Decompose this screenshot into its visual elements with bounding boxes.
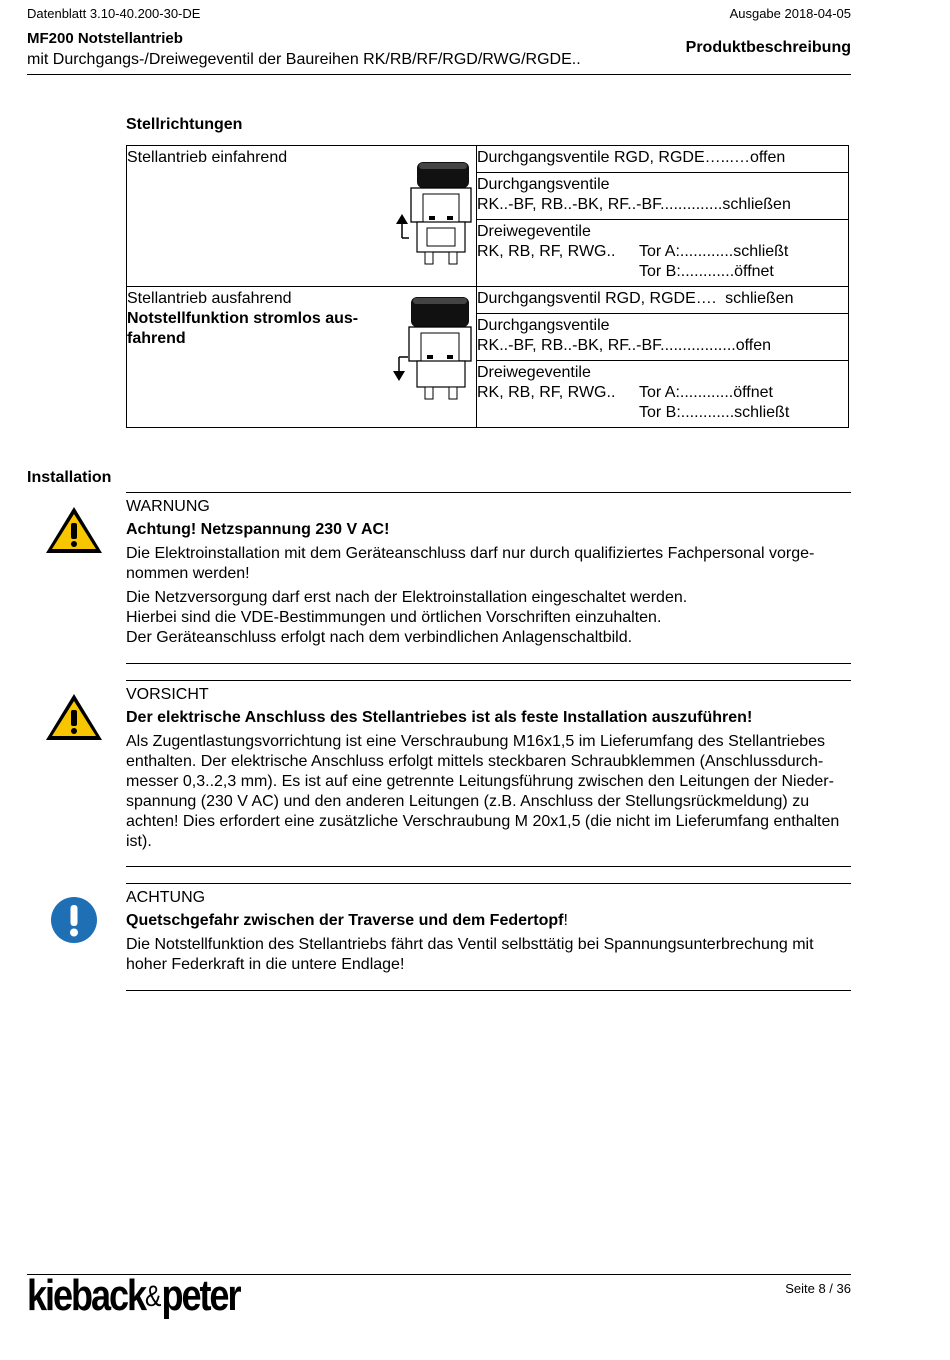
row2-c2-text: RK..-BF, RB..-BK, RF..-BF [477,337,661,354]
row2-cell-dreiwege [477,361,849,428]
section-label: Produktbeschreibung [685,39,851,56]
row2-label-cell [127,287,477,428]
edition-date: Ausgabe 2018-04-05 [729,6,851,21]
achtung-title: ACHTUNG [126,889,206,906]
row2-c2-line1: Durchgangsventile [477,317,610,334]
achtung-block [126,889,851,975]
vorsicht-lead: Der elektrische Anschluss des Stellantriebes ist als feste Installation auszuführen! [126,709,753,726]
warnung-p1: Die Elektroinstallation mit dem Geräteanschluss darf nur durch qualifiziertes Fachpersonal vorge-nommen werden! [126,545,815,582]
row1-cell-durchgang-rk [477,173,849,220]
row1-cell-dreiwege [477,220,849,287]
warning-triangle-icon [44,505,104,555]
vorsicht-title: VORSICHT [126,686,209,703]
arrow-down-icon [392,353,408,383]
row1-c2-line1: Durchgangsventile [477,176,610,193]
achtung-top-rule [126,883,851,884]
row1-c3-tor-b: Tor B:............öffnet [639,263,774,280]
warnung-p2a: Die Netzversorgung darf erst nach der Elektroinstallation eingeschaltet werden. [126,589,688,606]
warnung-p2c: Der Geräteanschluss erfolgt nach dem verbindlichen Anlagenschaltbild. [126,629,633,646]
row2-c1-text: Durchgangsventil RGD, RGDE [477,290,696,307]
stellrichtungen-table [126,145,849,428]
row1-c1-text: Durchgangsventile RGD, RGDE [477,149,705,166]
warnung-lead: Achtung! Netzspannung 230 V AC! [126,521,390,538]
achtung-bottom-rule [126,990,851,991]
doc-title: MF200 Notstellantrieb [27,30,183,47]
vorsicht-p1: Als Zugentlastungsvorrichtung ist eine Verschraubung M16x1,5 im Lieferumfang des Stellantriebes enthalten. Der elektrische Anschluss erfolgt mittels steckbaren Schraubklemmen (Anschlussdurch-messer 0,3..2,3 mm). Es ist auf eine getrennte Leitungsführung zwischen den Leitungen der Nieder-spannung (230 V AC) und den anderen Leitungen (z.B. Anschluss der Stellungsrückmeldung) zu achten! Dies erfordert eine zusätzliche Verschraubung M 20x1,5 (die nicht im Lieferumfang enthalten ist). [126,733,840,850]
row2-c3-tor-b: Tor B:............schließt [639,404,790,421]
row1-c1-value: offen [749,149,786,166]
warnung-top-rule [126,492,851,493]
warnung-bottom-rule [126,663,851,664]
row1-c3-tor-a: Tor A:............schließt [639,243,789,260]
doc-subtitle: mit Durchgangs-/Dreiwegeventil der Baureihen RK/RB/RF/RGD/RWG/RGDE.. [27,51,581,68]
company-logo: kieback&peter [27,1271,240,1320]
arrow-up-icon [395,212,409,242]
stellrichtungen-heading: Stellrichtungen [126,116,243,133]
achtung-p1: Die Notstellfunktion des Stellantriebs fährt das Ventil selbsttätig bei Spannungsunterbrechung mit hoher Federkraft in die untere Endlage! [126,936,814,973]
row2-label-bold: Notstellfunktion stromlos aus-fahrend [127,310,359,347]
actuator-extending-image [395,295,475,401]
row2-c2-dots: ................. [660,337,736,354]
row1-c2-text: RK..-BF, RB..-BK, RF..-BF [477,196,661,213]
row2-c3-text: RK, RB, RF, RWG.. [477,384,616,401]
vorsicht-bottom-rule [126,866,851,867]
row1-c2-dots: .............. [660,196,723,213]
page-number: Seite 8 / 36 [785,1281,851,1296]
warning-triangle-icon [44,692,104,742]
row2-c3-tor-a: Tor A:............öffnet [639,384,773,401]
warnung-title: WARNUNG [126,498,210,515]
row2-c1-value: schließen [725,290,794,307]
vorsicht-top-rule [126,680,851,681]
row2-c1-dots: …. [695,290,726,307]
row1-c2-value: schließen [722,196,791,213]
row2-label: Stellantrieb ausfahrend [127,290,292,307]
installation-heading: Installation [27,469,112,486]
header-rule [27,74,851,75]
doc-id: Datenblatt 3.10-40.200-30-DE [27,6,201,21]
row1-c1-dots: …...… [704,149,750,166]
vorsicht-block [126,686,851,852]
row2-c2-value: offen [735,337,772,354]
row1-label: Stellantrieb einfahrend [127,149,288,166]
exclamation-circle-icon [50,896,98,944]
warnung-block [126,498,851,648]
achtung-lead: Quetschgefahr zwischen der Traverse und dem Federtopf [126,912,564,929]
row1-cell-durchgang-rgd [477,146,849,173]
row2-c3-line1: Dreiwegeventile [477,364,591,381]
achtung-lead-tail: ! [563,912,568,929]
row1-c3-line1: Dreiwegeventile [477,223,591,240]
row2-cell-durchgang-rgd [477,287,849,314]
row1-c3-text: RK, RB, RF, RWG.. [477,243,616,260]
warnung-p2b: Hierbei sind die VDE-Bestimmungen und örtlichen Vorschriften einzuhalten. [126,609,662,626]
row1-label-cell [127,146,477,287]
row2-cell-durchgang-rk [477,314,849,361]
